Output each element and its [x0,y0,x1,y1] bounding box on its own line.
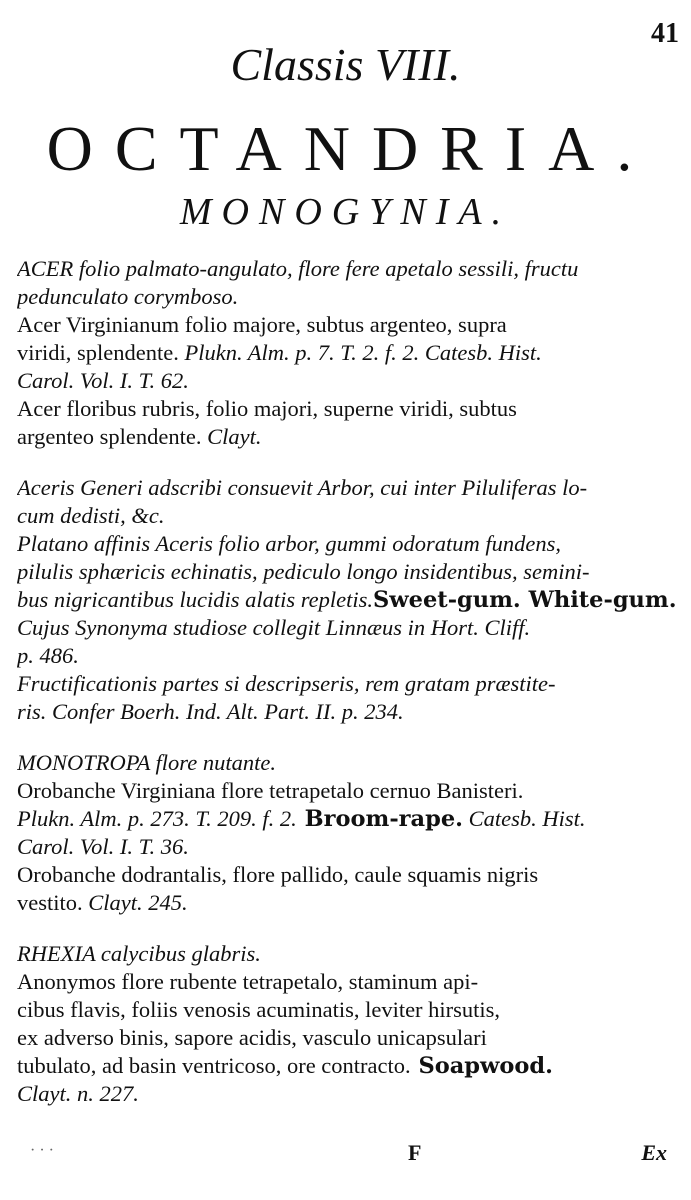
text-line: cum dedisti, &c. [17,503,165,528]
page-mark: · · · [30,1142,54,1159]
spacer [17,451,679,474]
common-name: Soapwood. [410,1053,553,1079]
text-line: Fructificationis partes si descripseris, rem gratam præstite- [17,671,556,696]
text-line: Acer Virginianum folio majore, subtus argenteo, supra [17,312,507,337]
text-line: pedunculato corymboso. [17,284,239,309]
entry-acer-floribus-rubris [17,395,679,451]
text-line: RHEXIA calycibus glabris. [17,941,261,966]
text-line: Orobanche dodrantalis, flore pallido, caule squamis nigris [17,862,539,887]
text-line: pilulis sphæricis echinatis, pediculo longo insidentibus, semini- [17,559,590,584]
text-span: viridi, splendente. [17,340,179,365]
citation: Carol. Vol. I. T. 62. [17,368,189,393]
class-heading: Classis VIII. [230,39,461,90]
text-line [17,889,679,917]
citation: Clayt. n. 227. [17,1081,139,1106]
text-line: Orobanche Virginiana flore tetrapetalo cernuo Banisteri. [17,778,524,803]
text-line: cibus flavis, foliis venosis acuminatis, leviter hirsutis, [17,997,501,1022]
text-span: bus nigricantibus lucidis alatis repletis. [17,587,374,612]
entry-rhexia [17,940,679,1108]
catchword: Ex [641,1140,667,1165]
text-line [17,423,679,451]
page-number: 41 [651,18,679,49]
order-subtitle: MONOGYNIA. [179,191,512,233]
text-line: ex adverso binis, sapore acidis, vasculo unicapsulari [17,1025,487,1050]
signature-mark: F [408,1140,422,1165]
text-line: Anonymos flore rubente tetrapetalo, staminum api- [17,969,479,994]
citation: Clayt. 245. [82,890,188,915]
common-name: Sweet-gum. White-gum. [373,587,677,613]
entry-acer-virginianum [17,311,679,395]
text-line [17,339,679,367]
text-body [17,255,679,1108]
text-span: vestito. [17,890,83,915]
text-line: Aceris Generi adscribi consuevit Arbor, cui inter Piluliferas lo- [17,475,588,500]
citation: Plukn. Alm. p. 273. T. 209. f. 2. [17,806,297,831]
common-name: Broom-rape. [296,806,463,832]
citation: Plukn. Alm. p. 7. T. 2. f. 2. Catesb. Hist. [178,340,542,365]
text-line: p. 486. [17,643,79,668]
spacer [17,917,679,940]
citation: Catesb. Hist. [462,806,586,831]
text-line: Platano affinis Aceris folio arbor, gummi odoratum fundens, [17,531,561,556]
text-line: Cujus Synonyma studiose collegit Linnæus in Hort. Cliff. [17,615,531,640]
text-line: MONOTROPA flore nutante. [17,750,276,775]
entry-aceris-commentary [17,474,679,726]
page-title: OCTANDRIA. [46,113,655,184]
text-span: tubulato, ad basin ventricoso, ore contracto. [17,1053,411,1078]
text-line [17,586,679,614]
text-line [17,1052,679,1080]
text-line: ris. Confer Boerh. Ind. Alt. Part. II. p. 234. [17,699,404,724]
text-line [17,805,679,833]
spacer [17,726,679,749]
citation: Clayt. [201,424,262,449]
citation: Carol. Vol. I. T. 36. [17,834,189,859]
text-line: ACER folio palmato-angulato, flore fere apetalo sessili, fructu [17,256,579,281]
text-span: argenteo splendente. [17,424,202,449]
entry-acer [17,255,679,311]
text-line: Acer floribus rubris, folio majori, superne viridi, subtus [17,396,517,421]
entry-monotropa [17,749,679,917]
